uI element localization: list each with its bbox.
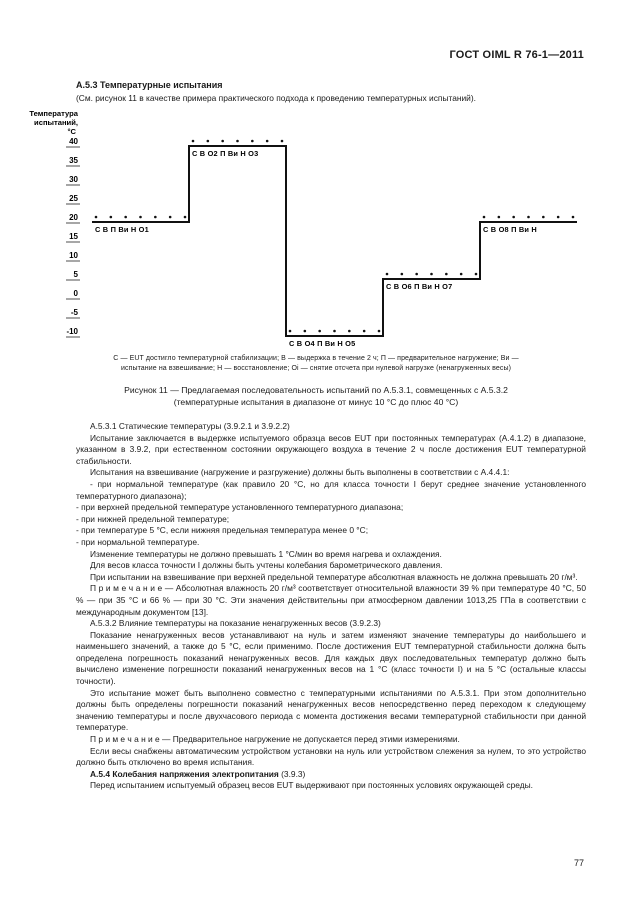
paragraph: При испытании на взвешивание при верхней предельной температуре абсолютная влажность не должна превышать 20 г/м³.: [90, 571, 578, 582]
y-tick-label: 30: [69, 175, 78, 184]
reading-dot: [475, 273, 478, 276]
reading-dot: [281, 140, 284, 143]
y-tick-label: 25: [69, 194, 78, 203]
reading-dot: [304, 330, 307, 333]
section-heading-ref: (3.9.3): [278, 768, 306, 779]
y-tick-label: 10: [69, 251, 78, 260]
reading-dot: [512, 216, 515, 219]
reading-dot: [207, 140, 210, 143]
paragraph: Испытание заключается в выдержке испытуемого образца весов EUT при постоянных температурах (А.4.1.2) в диапазоне, указанном в 3.9.2, при естественном состоянии окружающего воздуха в течение 2 ч после достижения EUT температурной стабильности.: [76, 432, 586, 466]
document-code: ГОСТ OIML R 76-1—2011: [449, 49, 584, 61]
paragraph: - при нижней предельной температуре;: [76, 513, 230, 524]
reading-dot: [139, 216, 142, 219]
reading-dot: [557, 216, 560, 219]
reading-dot: [124, 216, 127, 219]
note: П р и м е ч а н и е — Предварительное нагружение не допускается перед этими измерениями.: [90, 734, 460, 745]
y-tick-label: 20: [69, 213, 78, 222]
y-tick-label: 0: [73, 289, 78, 298]
reading-dot: [460, 273, 463, 276]
reading-dot: [430, 273, 433, 276]
reading-dot: [169, 216, 172, 219]
reading-dot: [95, 216, 98, 219]
note: П р и м е ч а н и е — Абсолютная влажность 20 г/м³ соответствует относительной влажности 39 % при температуре 40 °С, 50 % — при 35 °С и 66 % — при 30 °С. Эти значения действительны при атмосферном давлении 1013,25 ГПа в соответствии с международным документом [13].: [76, 583, 586, 617]
reading-dot: [401, 273, 404, 276]
reading-dot: [266, 140, 269, 143]
figure-legend: [46, 354, 586, 374]
reading-dot: [221, 140, 224, 143]
section-title: А.5.3 Температурные испытания: [76, 80, 223, 90]
paragraph: Перед испытанием испытуемый образец весов EUT выдерживают при постоянных условиях окружающей среды.: [90, 780, 533, 791]
section-subtitle: (См. рисунок 11 в качестве примера практического подхода к проведению температурных испытаний).: [76, 93, 476, 103]
reading-dot: [483, 216, 486, 219]
paragraph: Для весов класса точности I должны быть учтены колебания барометрического давления.: [90, 560, 443, 571]
page-number: 77: [573, 858, 584, 868]
reading-dot: [318, 330, 321, 333]
segment-label: С В О2 П Ви Н О3: [192, 149, 259, 158]
y-tick-label: 40: [69, 137, 78, 146]
reading-dot: [415, 273, 418, 276]
paragraph: - при температуре 5 °С, если нижняя предельная температура менее 0 °С;: [76, 525, 369, 536]
temperature-line: [92, 146, 577, 336]
reading-dot: [527, 216, 530, 219]
caption-line-2: (температурные испытания в диапазоне от минус 10 °С до плюс 40 °С): [173, 397, 459, 407]
paragraph: - при нормальной температуре.: [76, 536, 200, 547]
y-tick-label: 5: [73, 270, 78, 279]
segment-label: С В О8 П Ви Н: [483, 225, 537, 234]
legend-line-2: испытание на взвешивание; Н — восстановление; Oi — снятие отсчета при нулевой нагрузке (ненагруженных весы): [120, 365, 512, 372]
paragraph: - при верхней предельной температуре установленного температурного диапазона;: [76, 502, 404, 513]
segment-label: С В П Ви Н О1: [95, 225, 149, 234]
body-text: [76, 421, 586, 792]
reading-dot: [251, 140, 254, 143]
segment-label: С В О4 П Ви Н О5: [289, 339, 356, 348]
section-heading: [76, 769, 586, 781]
reading-dot: [363, 330, 366, 333]
paragraph: Испытания на взвешивание (нагружение и разгружение) должны быть выполнены в соответствии с А.4.4.1:: [90, 467, 510, 478]
reading-dot: [386, 273, 389, 276]
section-heading-bold: А.5.4 Колебания напряжения электропитания: [90, 768, 279, 779]
y-tick-label: 35: [69, 156, 78, 165]
paragraph: А.5.3.2 Влияние температуры на показание ненагруженных весов (3.9.2.3): [90, 618, 381, 629]
y-tick-label: 15: [69, 232, 78, 241]
reading-dot: [192, 140, 195, 143]
y-axis-title: °С: [67, 127, 76, 136]
reading-dot: [184, 216, 187, 219]
temperature-chart: [0, 108, 630, 348]
reading-dot: [333, 330, 336, 333]
reading-dot: [348, 330, 351, 333]
reading-dot: [289, 330, 292, 333]
paragraph: Если весы снабжены автоматическим устройством установки на нуль или устройством слежения за нулем, то это устройство должно быть отключено во время испытания.: [76, 745, 586, 768]
paragraph: Изменение температуры не должно превышать 1 °С/мин во время нагрева и охлаждения.: [90, 548, 442, 559]
y-axis-title: Температура: [29, 109, 78, 118]
paragraph: Это испытание может быть выполнено совместно с температурными испытаниями по А.5.3.1. При этом дополнительно должны быть определены погрешности показаний ненагруженных весов непосредственно перед переходом к следующему значению температуры и после двухчасового периода с момента достижения весами температурной стабильности при данной температуре.: [76, 687, 586, 733]
legend-line-1: С — EUT достигло температурной стабилизации; В — выдержка в течение 2 ч; П — предварительное нагружение; Ви —: [113, 355, 519, 362]
reading-dot: [110, 216, 113, 219]
reading-dot: [236, 140, 239, 143]
y-tick-label: -10: [66, 327, 78, 336]
paragraph: А.5.3.1 Статические температуры (3.9.2.1 и 3.9.2.2): [90, 421, 290, 431]
figure-caption: [46, 384, 586, 408]
paragraph: Показание ненагруженных весов устанавливают на нуль и затем изменяют значение температуры до наибольшего и наименьшего значений, а также до 5 °С, если применимо. После достижения EUT температурной стабильности должна быть определена погрешность показаний ненагруженных весов. Для каждых двух последовательных температур должно быть вычислено изменение погрешности показаний ненагруженных весов на 1 °С (класс точности I) и на 5 °С (остальные классы точности).: [76, 629, 586, 687]
caption-line-1: Рисунок 11 — Предлагаемая последовательность испытаний по А.5.3.1, совмещенных с А.5.3.2: [124, 385, 508, 395]
y-tick-label: -5: [70, 308, 78, 317]
reading-dot: [572, 216, 575, 219]
segment-label: С В О6 П Ви Н О7: [386, 282, 453, 291]
reading-dot: [378, 330, 381, 333]
reading-dot: [154, 216, 157, 219]
reading-dot: [542, 216, 545, 219]
reading-dot: [498, 216, 501, 219]
y-axis-title: испытаний,: [34, 118, 78, 127]
reading-dot: [445, 273, 448, 276]
paragraph: - при нормальной температуре (как правило 20 °С, но для класса точности I берут среднее значение установленного температурного диапазона);: [76, 478, 586, 501]
